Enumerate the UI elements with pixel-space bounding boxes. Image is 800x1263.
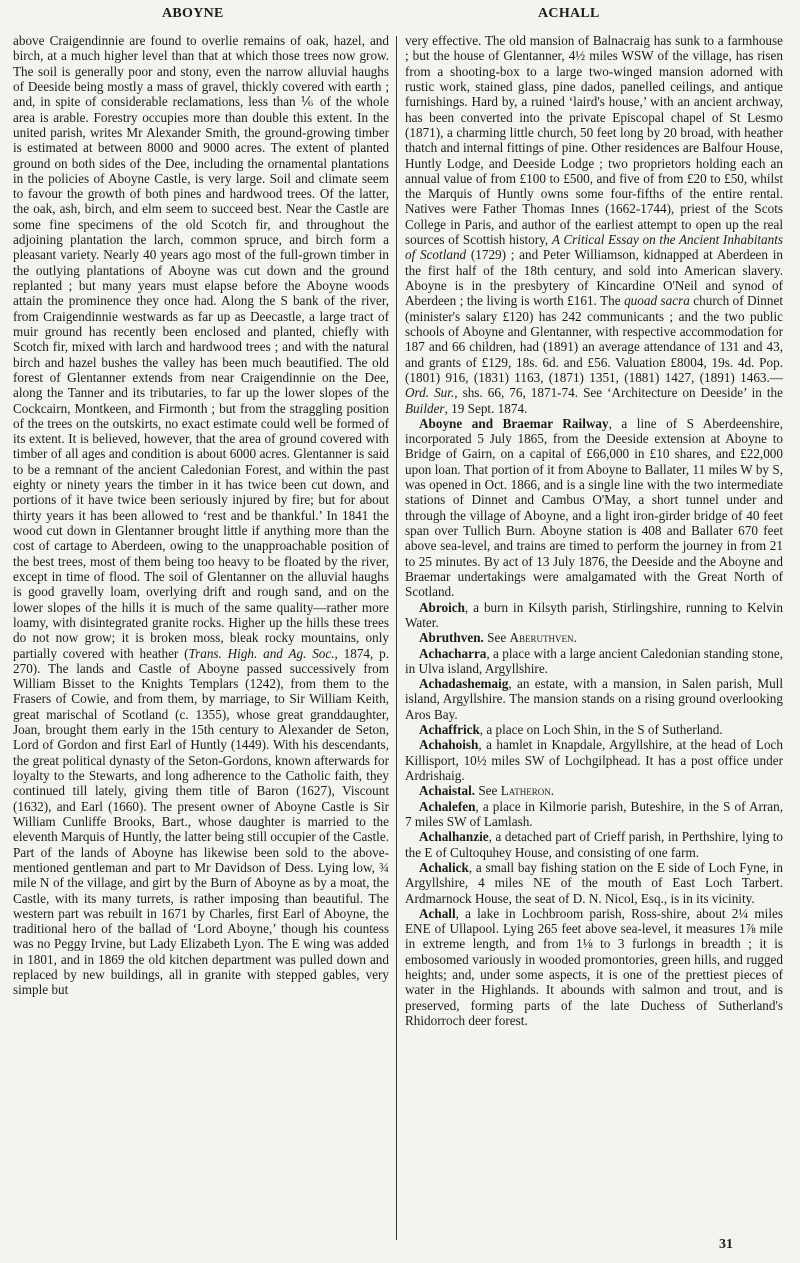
right-column — [405, 33, 783, 1028]
gazetteer-entry — [405, 860, 783, 906]
entry-headword: Achahoish — [419, 737, 479, 753]
body-text: See — [475, 783, 501, 799]
continued-paragraph — [13, 33, 389, 998]
italic-text: Builder — [405, 400, 445, 416]
body-text: , a lake in Lochbroom parish, Ross-shire, about 2¼ miles ENE of Ullapool. Lying 265 feet above sea-level, it measures 1⅞ mile in extreme length, and from 1⅛ to 3 furlongs in breadth ; it is embosomed variously in wooded promontories, green hills, and rugged heights; and, under some aspects, it is one of the prettiest pieces of water in the Highlands. It abounds with salmon and trout, and is preserved, forming parts of the late Duchess of Sutherland's Rhidorroch deer forest. — [405, 905, 783, 1028]
gazetteer-entry — [405, 799, 783, 830]
gazetteer-entry — [405, 783, 783, 798]
running-header-right: ACHALL — [538, 6, 600, 21]
gazetteer-entry — [405, 416, 783, 600]
body-text: , a place with a large ancient Caledonian standing stone, in Ulva island, Argyllshire. — [405, 645, 783, 676]
page-number: 31 — [719, 1237, 733, 1252]
running-header-left: ABOYNE — [162, 6, 224, 21]
italic-text: quoad sacra — [624, 293, 690, 309]
body-text: very effective. The old mansion of Balnacraig has sunk to a farmhouse ; but the house of Glentanner, 4½ miles WSW of the village, has risen from a shooting-box to a large two-winged mansion adorned with rustic work, stained glass, pine dados, panelled ceilings, and antique furnishings. Hard by, a ruined ‘laird's house,’ with an ancient archway, has been converted into the private Episcopal chapel of St Lesmo (1871), a charming little church, 50 feet long by 20 broad, with heather thatch and internal fittings of pine. Other residences are Balfour House, Huntly Lodge, and Deeside Lodge ; two proprietors holding each an annual value of from £100 to £500, and five of from £20 to £50, whilst the Marquis of Huntly owns some four-fifths of the entire rental. Natives were Father Thomas Innes (1662-1744), priest of the Scots College in Paris, and author of the earliest attempt to open up the real sources of Scottish history, — [405, 33, 783, 248]
body-text: See — [483, 630, 510, 646]
entry-headword: Aboyne and Braemar Railway — [419, 415, 609, 431]
body-text: , shs. 66, 76, 1871-74. See ‘Architecture on Deeside’ in the — [454, 385, 783, 401]
gazetteer-entry — [405, 630, 783, 645]
entry-headword: Achall — [419, 905, 456, 921]
gazetteer-entry — [405, 829, 783, 860]
italic-text: Trans. High. and Ag. Soc. — [188, 645, 335, 661]
cross-reference: Latheron — [500, 783, 551, 799]
cross-reference: Aberuthven — [509, 630, 574, 646]
gazetteer-entry — [405, 737, 783, 783]
gazetteer-entry — [405, 646, 783, 677]
column-divider — [396, 36, 397, 1240]
entry-headword: Abroich — [419, 599, 465, 615]
entry-headword: Achalefen — [419, 798, 476, 814]
body-text: , a detached part of Crieff parish, in Perthshire, lying to the E of Cultoquhey House, and consisting of one farm. — [405, 829, 783, 860]
body-text: , a place on Loch Shin, in the S of Sutherland. — [479, 722, 723, 738]
body-text: above Craigendinnie are found to overlie remains of oak, hazel, and birch, at a much higher level than that at which those trees now grow. The soil is generally poor and stony, even the narrow alluvial haughs of Deeside being mostly a mass of gravel, thickly covered with earth ; and, in spite of considerable reclamations, less than ⅙ of the whole area is arable. Forestry occupies more than double this extent. In the united parish, writes Mr Alexander Smith, the ground-growing timber is estimated at between 8000 and 9000 acres. The extent of planted ground on both sides of the Dee, including the ornamental plantations in the policies of Aboyne Castle, is very large. Soil and climate seem to favour the growth of both pines and hardwood trees. Of the latter, the oak, ash, birch, and elm seem to succeed best. Near the Castle are some fine specimens of the old Scotch fir, and throughout the adjoining plantation the larch, common spruce, and birch form a pleasant variety. Nearly 40 years ago most of the full-grown timber in the outlying plantations of Aboyne was cut down and the ground replanted ; but many years must elapse before the Aboyne woods attain the prominence they once had. Along the S bank of the river, from Craigendinnie westwards as far up as Deecastle, a large tract of muir ground has recently been enclosed and planted, chiefly with Scotch fir, mixed with larch and hardwood trees ; and with the natural birch and hazel bushes the valley has been much beautified. The old forest of Glentanner extends from near Craigendinnie on the Dee, along the Tanner and its tributaries, to far up the lower slopes of the Cockcairn, Montkeen, and Firmonth ; but from the straggling position of the trees on the outskirts, no exact estimate could well be formed of its extent. It is believed, however, that the area of ground covered with timber of all ages and condition is about 6000 acres. Glentanner is said to be a remnant of the ancient Caledonian Forest, and within the past eighty or ninety years the timber in it has twice been cut down, and portions of it have twice been seriously injured by fire; but for about thirty years it has been allowed to ‘rest and be thankful.’ In 1841 the wood cut down in Glentanner brought little if anything more than the cost of cartage to Aberdeen, owing to the unapproachable position of the best trees, most of them being too heavy to be floated by the river, except in time of flood. The soil of Glentanner on the alluvial haughs is good gravelly loam, overlying drift and rough sand, and on the lower slopes of the hills it is much of the same quality—rather more loamy, with disintegrated granite rocks. Higher up the hills these trees do not now grow; it is broken moss, bleak rocky mountains, only partially covered with heather ( — [13, 33, 389, 661]
entry-headword: Achadashemaig — [419, 676, 509, 692]
entry-headword: Achalick — [419, 859, 469, 875]
body-text: , an estate, with a mansion, in Salen parish, Mull island, Argyllshire. The mansion stands on a rising ground overlooking Aros Bay. — [405, 676, 783, 722]
body-text: , a burn in Kilsyth parish, Stirlingshire, running to Kelvin Water. — [405, 599, 783, 630]
body-text: , 19 Sept. 1874. — [444, 400, 528, 416]
entry-headword: Achalhanzie — [419, 829, 489, 845]
body-text: . — [573, 630, 577, 646]
entry-headword: Abruthven. — [419, 630, 484, 646]
italic-text: Ord. Sur. — [405, 385, 455, 401]
gazetteer-entry — [405, 676, 783, 722]
gazetteer-entry — [405, 600, 783, 631]
gazetteer-entry — [405, 906, 783, 1029]
body-text: . — [550, 783, 555, 799]
entry-headword: Achaistal. — [419, 783, 476, 799]
body-text: (1729) ; and Peter Williamson, kidnapped at Aberdeen in the first half of the 18th century, and sold into American slavery. Aboyne is in the presbytery of Kincardine O'Neil and synod of Aberdeen ; the living is worth £161. The — [405, 247, 783, 309]
body-text: , 1874, p. 270). The lands and Castle of Aboyne passed successively from William Bisset to the Knights Templars (1242), from them to the Frasers of Cowie, and from them, by marriage, to Sir William Keith, great marischal of Scotland (c. 1355), whose great granddaughter, Joan, brought them early in the 15th century to Alexander de Seton, Lord of Gordon and first Earl of Huntly (1449). With his descendants, the great political dynasty of the Seton-Gordons, known afterwards for loyalty to the Stewarts, and long adherence to the Catholic faith, they continued till lately, giving them title of Baron (1627), Viscount (1632), and Earl (1660). The present owner of Aboyne Castle is Sir William Cunliffe Brooks, Bart., whose daughter is married to the eleventh Marquis of Huntly, the latter being still occupier of the Castle. Part of the lands of Aboyne has likewise been sold to the above-mentioned gentleman and part to Mr Davidson of Dess. Lying low, ¾ mile N of the village, and girt by the Burn of Aboyne as by a moat, the Castle, with its many turrets, is rather imposing than beautiful. The western part was rebuilt in 1671 by Charles, first Earl of Aboyne, the traditional hero of the ballad of ‘Lord Aboyne,’ though his countess was no Peggy Irvine, but Lady Elizabeth Lyon. The E wing was added in 1801, and in 1869 the old kitchen department was pulled down and replaced by new buildings, all in granite with stepped gables, very simple but — [13, 645, 389, 998]
body-text: , a place in Kilmorie parish, Buteshire, in the S of Arran, 7 miles SW of Lamlash. — [405, 798, 783, 829]
italic-text: A Critical Essay on the Ancient Inhabitants of Scotland — [405, 232, 784, 263]
body-text: church of Dinnet (minister's salary £120) has 242 communicants ; and the two public schools of Aboyne and Glentanner, with respective accommodation for 187 and 66 children, had (1891) an average attendance of 131 and 43, and grants of £129, 18s. 6d. and £56. Valuation £8004, 19s. 4d. Pop. (1801) 916, (1831) 1163, (1871) 1351, (1881) 1427, (1891) 1463.— — [405, 293, 783, 385]
left-column — [13, 33, 389, 998]
entry-headword: Achacharra — [419, 645, 487, 661]
body-text: , a hamlet in Knapdale, Argyllshire, at the head of Loch Killisport, 10½ miles SW of Lochgilphead. It has a post office under Ardrishaig. — [405, 737, 783, 783]
body-text: , a line of S Aberdeenshire, incorporated 5 July 1865, from the Deeside extension at Aboyne to Bridge of Gairn, on a capital of £66,000 in £10 shares, and £22,000 upon loan. That portion of it from Aboyne to Ballater, 11 miles W by S, was opened in Oct. 1866, and is a single line with the two intermediate stations of Dinnet and Cambus O'May, a short tunnel under and through the village of Aboyne, and a light iron-girder bridge of 40 feet span over Tullich Burn. Aboyne station is 408 and Ballater 670 feet above sea-level, and trains are timed to perform the journey in from 21 to 25 minutes. By act of 13 July 1876, the Deeside and the Aboyne and Braemar undertakings were amalgamated with the Great North of Scotland. — [405, 415, 783, 600]
body-text: , a small bay fishing station on the E side of Loch Fyne, in Argyllshire, 4 miles NE of the mouth of East Loch Tarbert. Ardmarnock House, the seat of D. N. Nicol, Esq., is in its vicinity. — [405, 859, 783, 906]
entry-headword: Achaffrick — [419, 722, 480, 738]
gazetteer-entry — [405, 722, 783, 737]
continued-paragraph — [405, 33, 783, 416]
